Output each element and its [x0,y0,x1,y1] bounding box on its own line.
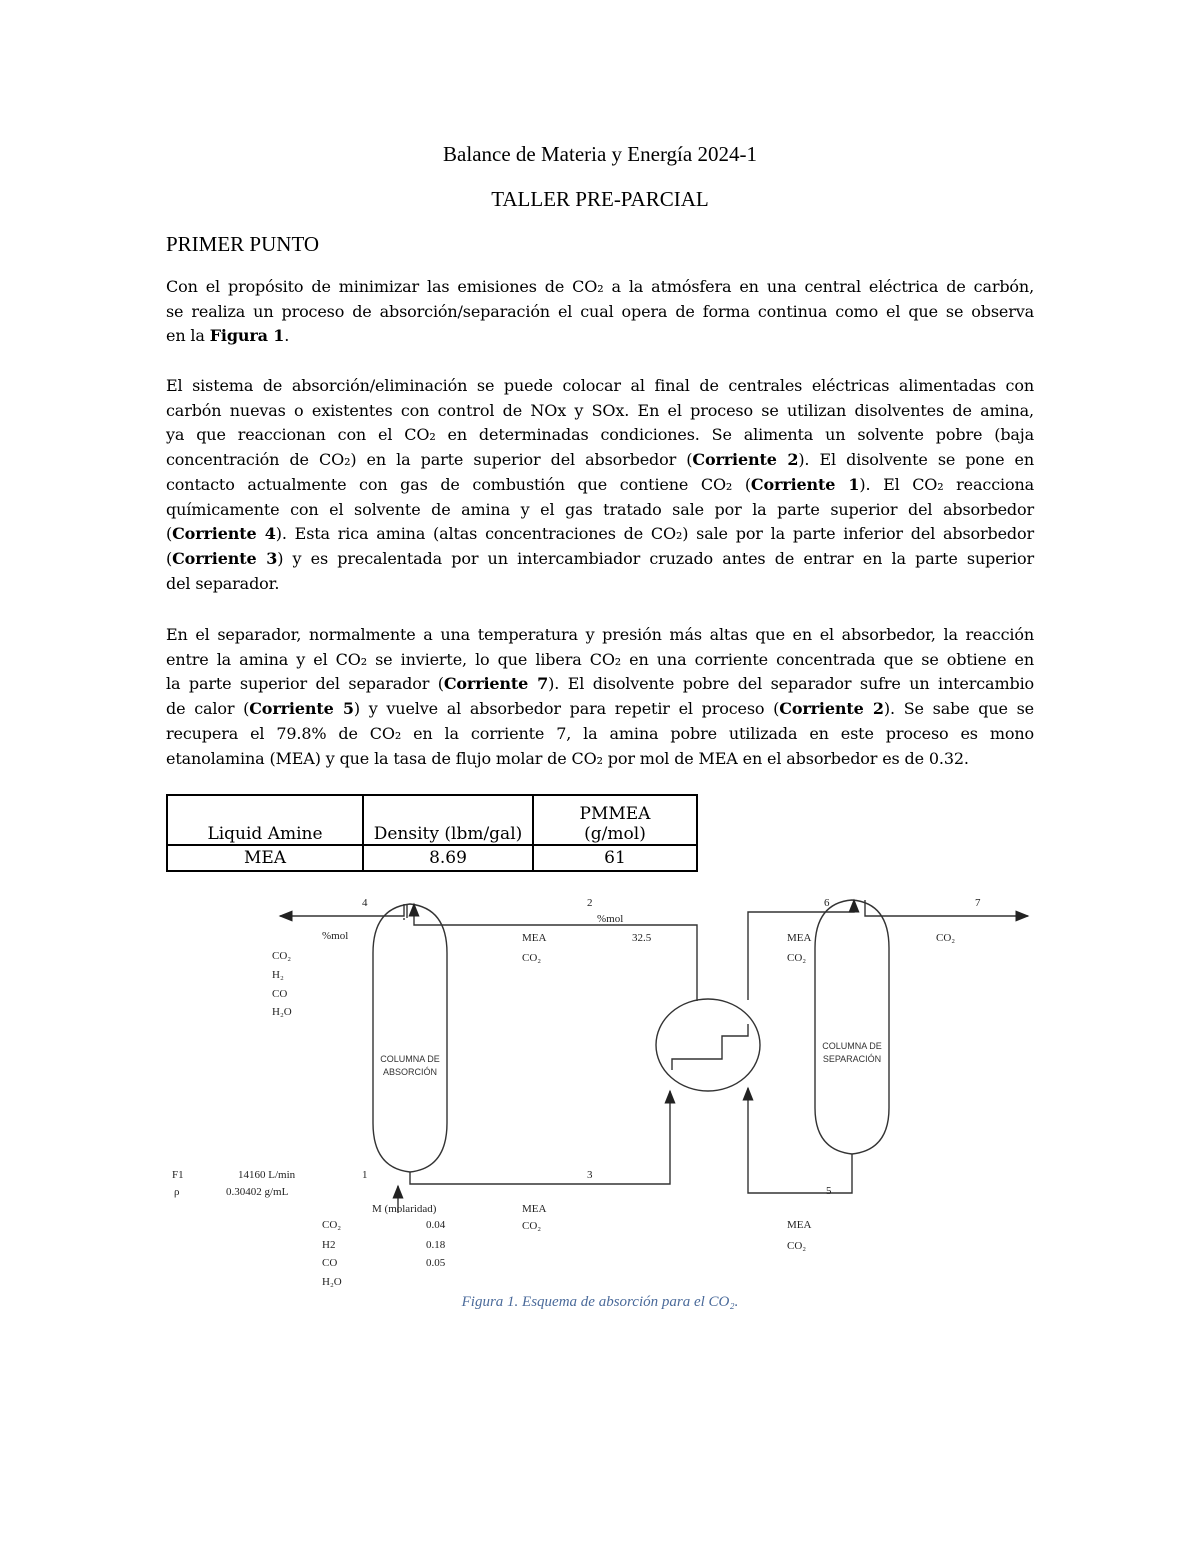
paragraph-line: entre la amina y el CO₂ se invierte, lo que libera CO₂ en una corriente concentrada que se obtiene en [166,649,1034,669]
stream-6-component: MEA [787,932,812,944]
stream-1-unit: M (molaridad) [372,1203,437,1215]
paragraph-line: carbón nuevas o existentes con control de NOx y SOx. En el proceso se utilizan disolventes de amina, [166,400,1034,420]
bold-reference: Figura 1 [209,326,285,346]
stream-4-component: H₂O [272,1006,292,1018]
stream-2-value: 32.5 [632,932,652,944]
table-header-row [167,795,697,845]
absorber-column [373,904,447,1172]
stream-1-value: 0.04 [426,1219,446,1231]
stream-5-component: CO₂ [787,1240,807,1252]
bold-reference: Corriente 1 [750,474,860,494]
stream-2-line [414,904,697,1001]
paragraph-line: (Corriente 4). Esta rica amina (altas concentraciones de CO₂) sale por la parte inferior del absorbedor [166,524,1035,544]
stream-1-value: 0.05 [426,1257,446,1269]
paragraph-line: la parte superior del separador (Corriente 7). El disolvente pobre del separador sufre un intercambio [166,674,1035,694]
stream-2-unit: %mol [597,913,624,925]
table-row [167,845,697,871]
heat-exchanger-coil [672,1024,748,1070]
absorber-label: COLUMNA DE [380,1054,440,1064]
table-header-cell: Liquid Amine [167,795,363,845]
paragraph-line: en la Figura 1. [166,326,290,346]
bold-reference: Corriente 3 [172,548,278,568]
paragraph-line: recupera el 79.8% de CO₂ en la corriente 7, la amina pobre utilizada en este proceso es mono [166,723,1034,743]
stream-1-flow-value: 14160 L/min [238,1169,296,1181]
table-cell: 8.69 [363,845,533,871]
figure-caption: Figura 1. Esquema de absorción para el CO₂. [461,1294,739,1310]
paragraph-line: Con el propósito de minimizar las emisiones de CO₂ a la atmósfera en una central eléctrica de carbón, [166,277,1034,296]
separator-column [815,900,889,1154]
paragraph-1 [166,275,1034,349]
stream-number-1: 1 [362,1169,368,1181]
stream-1-component: CO₂ [322,1219,342,1231]
stream-number-7: 7 [975,897,981,909]
bold-reference: Corriente 5 [249,699,354,719]
bold-reference: Corriente 7 [443,674,549,694]
table-cell: 61 [533,845,697,871]
stream-2-component: CO₂ [522,952,542,964]
bold-reference: Corriente 2 [779,699,884,719]
separator-label: SEPARACIÓN [822,1054,882,1064]
paragraph-line: etanolamina (MEA) y que la tasa de flujo molar de CO₂ por mol de MEA en el absorbedor es de 0.32. [166,748,969,768]
stream-number-5: 5 [826,1185,832,1197]
stream-3-component: MEA [522,1203,547,1215]
stream-number-3: 3 [587,1169,593,1181]
separator-label: COLUMNA DE [822,1041,882,1051]
table-header-cell: Density (lbm/gal) [363,795,533,845]
paragraph-line: ya que reaccionan con el CO₂ en determinadas condiciones. Se alimenta un solvente pobre (baja [166,425,1034,445]
heat-exchanger [656,999,760,1091]
stream-4-component: H₂ [272,969,284,981]
paragraph-2 [166,374,1034,596]
paragraph-line: químicamente con el solvente de amina y el gas tratado sale por la parte superior del absorbedor [166,499,1034,519]
paragraph-line: del separador. [166,573,280,593]
paragraph-line: se realiza un proceso de absorción/separación el cual opera de forma continua como el que se observa [166,301,1034,321]
table-header-line: PMMEA [579,804,651,824]
document-title: Balance de Materia y Energía 2024-1 [443,142,757,166]
table-header-line: (g/mol) [584,824,646,844]
absorber-label: ABSORCIÓN [382,1067,438,1077]
paragraph-line: contacto actualmente con gas de combustión que contiene CO₂ (Corriente 1). El CO₂ reacciona [166,474,1034,494]
paragraph-line: concentración de CO₂) en la parte superior del absorbedor (Corriente 2). El disolvente se pone en [166,450,1034,470]
stream-7-line [865,900,1028,916]
stream-1-component: H₂O [322,1276,342,1288]
paragraph-line: En el separador, normalmente a una temperatura y presión más altas que en el absorbedor, la reacción [166,625,1034,644]
stream-1-flow-label: F1 [172,1169,184,1181]
stream-5-component: MEA [787,1219,812,1231]
table-header-cell [533,795,697,845]
stream-4-unit: %mol [322,930,349,942]
document-subtitle: TALLER PRE-PARCIAL [491,187,709,211]
stream-4-component: CO₂ [272,950,292,962]
stream-1-density-value: 0.30402 g/mL [226,1186,289,1198]
stream-number-4: 4 [362,897,368,909]
table-cell: MEA [167,845,363,871]
bold-reference: Corriente 2 [692,450,799,470]
properties-table [166,794,698,872]
stream-5-line [748,1088,852,1193]
stream-1-density-label: ρ [174,1186,180,1198]
stream-2-component: MEA [522,932,547,944]
process-flow-diagram [160,888,1040,1288]
paragraph-line: El sistema de absorción/eliminación se puede colocar al final de centrales eléctricas alimentadas con [166,376,1034,395]
stream-1-component: H2 [322,1239,336,1251]
section-heading: PRIMER PUNTO [166,232,320,256]
stream-3-component: CO₂ [522,1220,542,1232]
paragraph-3 [166,623,1034,771]
stream-number-6: 6 [824,897,830,909]
paragraph-line: (Corriente 3) y es precalentada por un intercambiador cruzado antes de entrar en la parte superior [166,548,1034,568]
stream-1-value: 0.18 [426,1239,446,1251]
paragraph-line: de calor (Corriente 5) y vuelve al absorbedor para repetir el proceso (Corriente 2). Se sabe que se [166,699,1035,719]
stream-4-component: CO [272,988,288,1000]
stream-3-line [410,1091,670,1184]
stream-6-component: CO₂ [787,952,807,964]
stream-6-line [748,900,854,1000]
stream-7-component: CO₂ [936,932,956,944]
bold-reference: Corriente 4 [172,524,276,544]
stream-number-2: 2 [587,897,593,909]
stream-1-component: CO [322,1257,338,1269]
